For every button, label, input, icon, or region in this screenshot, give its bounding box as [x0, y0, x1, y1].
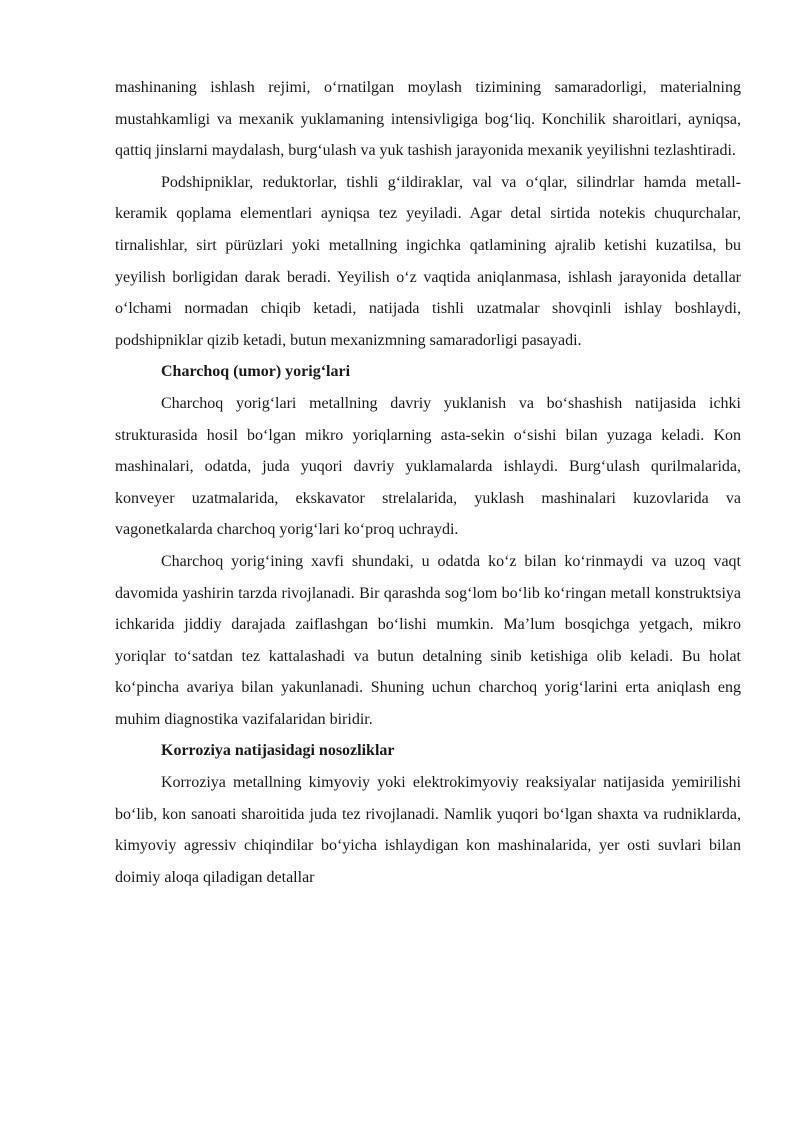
paragraph-wear-parts: Podshipniklar, reduktorlar, tishli g‘ildiraklar, val va o‘qlar, silindrlar hamda metall-keramik qoplama elementlari ayniqsa tez yeyiladi. Agar detal sirtida notekis chuqurchalar, tirnalishlar, sirt pürüzlari yoki metallning ingichka qatlamining ajralib ketishi kuzatilsa, bu yeyilish borligidan darak beradi. Yeyilish o‘z vaqtida aniqlanmasa, ishlash jarayonida detallar o‘lchami normadan chiqib ketadi, natijada tishli uzatmalar shovqinli ishlay boshlaydi, podshipniklar qizib ketadi, butun mexanizmning samaradorligi pasayadi.: [115, 173, 741, 349]
paragraph-corrosion: Korroziya metallning kimyoviy yoki elektrokimyoviy reaksiyalar natijasida yemirilishi bo‘lib, kon sanoati sharoitida juda tez rivojlanadi. Namlik yuqori bo‘lgan shaxta va rudniklarda, kimyoviy agressiv chiqindilar bo‘yicha ishlaydigan kon mashinalarida, yer osti suvlari bilan doimiy aloqa qiladigan detallar: [115, 774, 741, 886]
paragraph-fatigue-cracks-origin: Charchoq yorig‘lari metallning davriy yuklanish va bo‘shashish natijasida ichki strukturasida hosil bo‘lgan mikro yoriqlarning asta-sekin o‘sishi bilan yuzaga keladi. Kon mashinalari, odatda, juda yuqori davriy yuklamalarda ishlaydi. Burg‘ulash qurilmalarida, konveyer uzatmalarida, ekskavator strelalarida, yuklash mashinalari kuzovlarida va vagonetkalarda charchoq yorig‘lari ko‘proq uchraydi.: [115, 394, 741, 539]
paragraph-continuation: mashinaning ishlash rejimi, o‘rnatilgan moylash tizimining samaradorligi, materialning mustahkamligi va mexanik yuklamaning intensivligiga bog‘liq. Konchilik sharoitlari, ayniqsa, qattiq jinslarni maydalash, burg‘ulash va yuk tashish jarayonida mexanik yeyilishni tezlashtiradi.: [115, 79, 741, 160]
document-page: [115, 72, 741, 893]
section-heading-corrosion: Korroziya natijasidagi nosozliklar: [161, 742, 395, 760]
section-heading-fatigue-cracks: Charchoq (umor) yorig‘lari: [161, 363, 351, 381]
paragraph-fatigue-cracks-danger: Charchoq yorig‘ining xavfi shundaki, u odatda ko‘z bilan ko‘rinmaydi va uzoq vaqt davomida yashirin tarzda rivojlanadi. Bir qarashda sog‘lom bo‘lib ko‘ringan metall konstruktsiya ichkarida jiddiy darajada zaiflashgan bo‘lishi mumkin. Ma’lum bosqichga yetgach, mikro yoriqlar to‘satdan tez kattalashadi va butun detalning sinib ketishiga olib keladi. Bu holat ko‘pincha avariya bilan yakunlanadi. Shuning uchun charchoq yorig‘larini erta aniqlash eng muhim diagnostika vazifalaridan biridir.: [115, 552, 741, 728]
